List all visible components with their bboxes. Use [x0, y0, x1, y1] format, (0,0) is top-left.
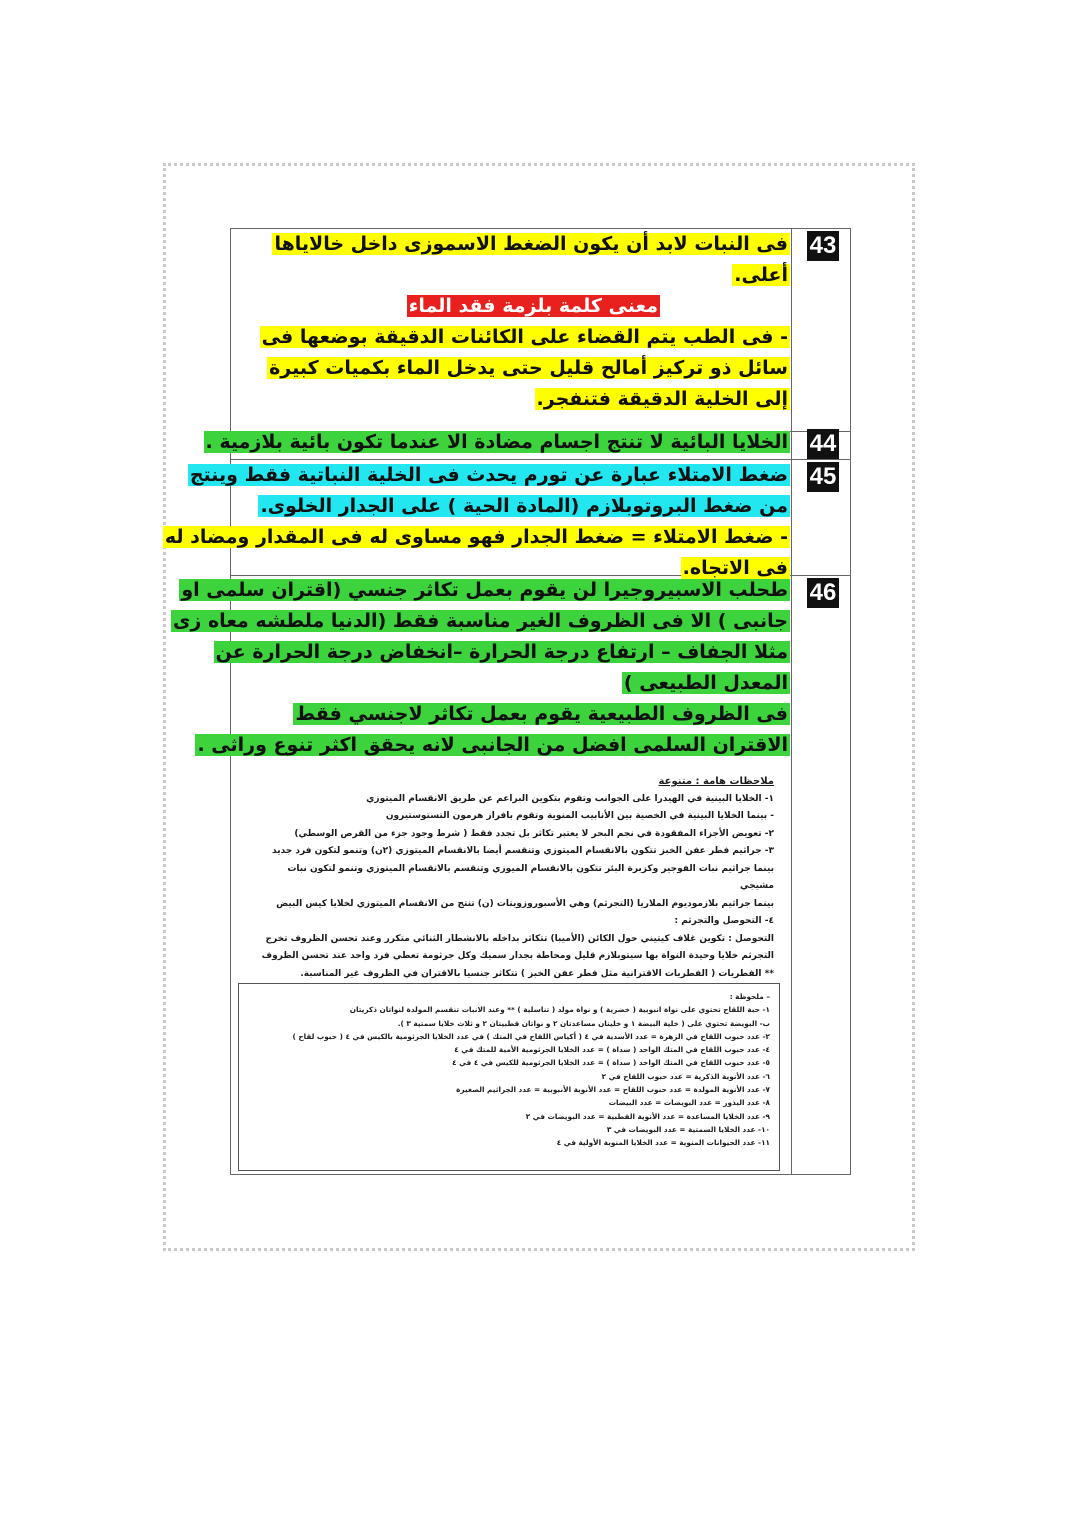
text-line: المعدل الطبيعى ) [623, 672, 788, 694]
note-line: بينما جراثيم بلازموديوم الملاريا (التجرثم) وهي الأسبوروزويتات (ن) تنتج من الانقسام الميتوزي لخلايا كيس البيض [276, 898, 774, 909]
text-line: من ضغط البروتوبلازم (المادة الحية ) على الجدار الخلوى. [260, 495, 788, 517]
remark-line: ١- حبة اللقاح تحتوي على نواة انبوبية ( خضرية ) و نواة مولد ( تناسلية ) ** وعند الانبات تنقسم المولدة لنواتان ذكريتان [349, 1005, 770, 1015]
text-line: فى النبات لابد أن يكون الضغط الاسموزى داخل خالاياها [274, 233, 788, 255]
remark-line: ٩- عدد الخلايا المساعدة = عدد الأنوية القطبية = عدد البويضات في ٢ [525, 1111, 770, 1121]
notes-title: ملاحظات هامة : متنوعة [658, 776, 774, 787]
text-line: أعلى. [734, 264, 788, 286]
row-number-46: 46 [807, 578, 839, 608]
text-line: الخلايا البائية لا تنتج اجسام مضادة الا عندما تكون بائية بلازمية . [205, 431, 788, 453]
note-line: ١- الخلايا البينية في الهيدرا على الجوانب وتقوم بتكوين البراعم عن طريق الانقسام الميتوزي [366, 793, 774, 804]
row-number-44: 44 [807, 429, 839, 459]
note-line: ٤- التحوصل والتجرثم : [674, 916, 774, 926]
row-45-text [164, 460, 790, 584]
text-line-heading: معنى كلمة بلزمة فقد الماء [408, 295, 658, 317]
table-column-divider [791, 229, 792, 1174]
remark-line: ١١- عدد الحيوانات المنوية = عدد الخلايا المنوية الأولية في ٤ [556, 1138, 770, 1148]
row-number-45: 45 [807, 462, 839, 492]
remark-line: ١٠- عدد الخلايا السمتية = عدد البويضات في ٣ [606, 1124, 770, 1134]
note-line: ** الفطريات ( الفطريات الاقترانية مثل فطر عفن الخبز ) تتكاثر جنسيا بالاقتران في الظروف غير المناسبة. [300, 968, 774, 979]
note-line: ٢- تعويض الأجزاء المفقودة في نجم البحر لا يعتبر تكاثر بل تجدد فقط ( شرط وجود جزء من القرص الوسطي) [294, 828, 774, 839]
note-line: - بينما الخلايا البينية في الخصية بين الأنابيب المنوية وتقوم بافراز هرمون التستوستيرون [385, 811, 774, 821]
row-46-text [173, 575, 790, 761]
remark-line: ٥- عدد حبوب اللقاح في المتك الواحد ( سداة ) = عدد الخلايا الجرثومية للكيس في ٤ في ٤ [452, 1058, 770, 1068]
remark-line: ٤- عدد حبوب اللقاح في المتك الواحد ( سداة ) = عدد الخلايا الجرثومية الأمية للمتك في ٤ [454, 1045, 770, 1055]
remark-title: – ملحوظة : [729, 992, 770, 1001]
row-43-text [250, 229, 790, 415]
remark-line: ٧- عدد الأنوية المولدة = عدد حبوب اللقاح = عدد الأنوية الأنبوبية = عدد الجراثيم الصغيرة [456, 1085, 770, 1095]
text-line: طحلب الاسبيروجيرا لن يقوم بعمل تكاثر جنسي (اقتران سلمى او [181, 579, 788, 601]
text-line: - ضغط الامتلاء = ضغط الجدار فهو مساوى له فى المقدار ومضاد له [164, 526, 788, 548]
text-line: فى الاتجاه. [682, 557, 788, 579]
remark-line: ب- البويضة تحتوي على ( خلية البيضة ١ و خليتان مساعدتان ٢ و نواتان قطبيتان ٢ و ثلاث خلايا سمتية ٣ ). [397, 1018, 770, 1028]
note-line: التحوصل : تكوين غلاف كيتيني حول الكائن (الأميبا) تتكاثر بداخله بالانشطار الثنائي متكرر وعند تحسن الظروف تخرج [265, 933, 774, 944]
text-line: - فى الطب يتم القضاء على الكائنات الدقيقة بوضعها فى [261, 326, 788, 348]
row-number-43: 43 [807, 231, 839, 261]
remark-line: ٦- عدد الأنوية الذكرية = عدد حبوب اللقاح في ٢ [601, 1071, 770, 1081]
note-line: بينما جراثيم نبات الفوجير وكزبرة البئر تتكون بالانقسام الميوزي وتنقسم بالانقسام الميتوزي وتنمو لتكون نبات مشيجي [287, 863, 774, 891]
text-line: فى الظروف الطبيعية يقوم بعمل تكاثر لاجنسي فقط [295, 703, 788, 725]
remark-line: ٨- عدد البذور = عدد البويضات = عدد البيضات [608, 1098, 770, 1108]
text-line: الاقتران السلمى افضل من الجانبى لانه يحقق اكثر تنوع وراثى . [197, 734, 788, 756]
row-44-text [205, 427, 790, 458]
remark-line: ٢- عدد حبوب اللقاح في الزهرة = عدد الأسدية في ٤ ( أكياس اللقاح في المتك ) في عدد الخلايا الجرثومية بالكيس في ٤ ( حبوب لقاح ) [292, 1031, 770, 1041]
text-line: سائل ذو تركيز أمالح قليل حتى يدخل الماء بكميات كبيرة [269, 357, 788, 379]
notes-section [254, 773, 774, 983]
note-line: ٣- جراثيم فطر عفن الخبز تتكون بالانقسام الميتوزي وتنقسم أيضا بالانقسام الميتوزي (٢ن) وتنمو لتكون فرد جديد [272, 846, 774, 856]
text-line: إلى الخلية الدقيقة فتنفجر. [536, 388, 788, 410]
text-line: مثلا الجفاف – ارتفاع درجة الحرارة –انخفاض درجة الحرارة عن [215, 641, 788, 663]
text-line: ضغط الامتلاء عبارة عن تورم يحدث فى الخلية النباتية فقط وينتج [189, 464, 788, 486]
text-line: جانبى ) الا فى الظروف الغير مناسبة فقط (الدنيا ملطشه معاه زى [173, 610, 788, 632]
remark-box-text [250, 990, 770, 1150]
note-line: التجرثم خلايا وحيدة النواة بها سيتوبلازم قليل ومحاطة بجدار سميك وكل جرثومة تعطي فرد واحد عند تحسن الظروف [261, 951, 774, 961]
